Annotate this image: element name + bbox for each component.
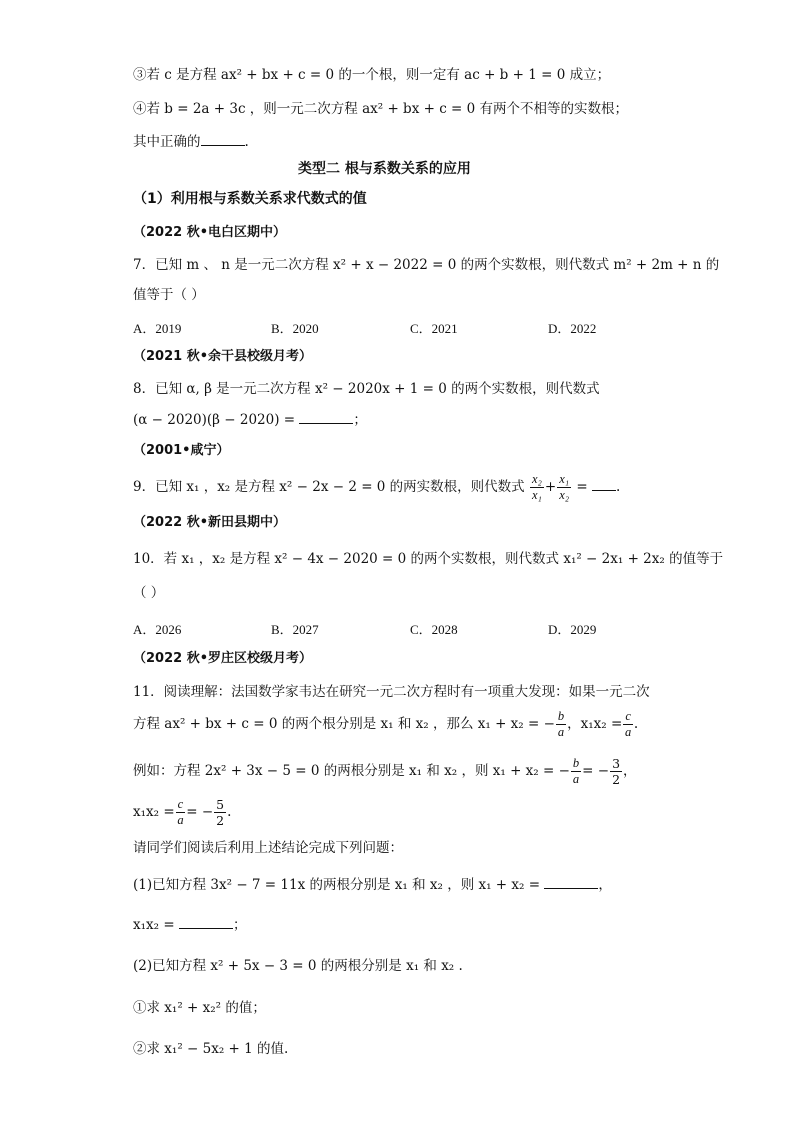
source-q11: （2022 秋•罗庄区校级月考） [133,651,313,666]
q8-expression: (α − 2020)(β − 2020) = [133,412,296,428]
q10-option-a[interactable]: A．2026 [133,622,182,637]
question-10-line1: 10．若 x₁ ，x₂ 是方程 x² − 4x − 2020 = 0 的两个实数根，则代数式 x₁² − 2x₁ + 2x₂ 的值等于 [133,551,724,567]
q7-option-c[interactable]: C．2021 [410,321,458,336]
statement-4: ④若 b = 2a + 3c ，则一元二次方程 ax² + bx + c = 0 有两个不相等的实数根； [133,101,629,117]
q10-option-c[interactable]: C．2028 [410,622,458,637]
answer-blank [201,132,245,146]
conclusion-line [133,132,249,151]
q11-example-text: 例如：方程 2x² + 3x − 5 = 0 的两根分别是 x₁ 和 x₂ ，则 x₁ + x₂ = − [133,763,570,779]
question-11-line2: 方程 ax² + bx + c = 0 的两个根分别是 x₁ 和 x₂ ，那么 x₁ + x₂ = − $\frac{b}{a}$ ，x₁x₂ = $\frac{c}{a}$ . [133,709,639,739]
q11-part1-sum-blank [544,875,598,889]
q9-end: . [616,479,621,495]
q11-fraction-b-over-a: $\frac{b}{a}$ [557,709,565,739]
q7-option-b[interactable]: B．2020 [271,321,319,336]
q9-fraction-1: $\frac{\text{x₂}}{\text{x₁}}$ [531,472,542,502]
source-q7: （2022 秋•电白区期中） [133,225,287,240]
source-q10: （2022 秋•新田县期中） [133,515,287,530]
q7-option-d[interactable]: D．2022 [548,321,597,336]
q9-plus: + [544,479,557,495]
question-7-line1: 7．已知 m 、 n 是一元二次方程 x² + x − 2022 = 0 的两个实数根，则代数式 m² + 2m + n 的 [133,257,720,273]
q8-answer-blank [299,410,353,424]
question-8-line2 [133,410,367,429]
question-10-line2: （ ） [133,585,165,601]
q9-equals: = [576,479,588,495]
source-q9: （2001•咸宁） [133,443,230,458]
question-9 [133,470,620,504]
q9-text: 9．已知 x₁ ，x₂ 是方程 x² − 2x − 2 = 0 的两实数根，则代数式 [133,479,525,495]
q10-option-b[interactable]: B．2027 [271,622,319,637]
question-11-part2-sub1: ①求 x₁² + x₂² 的值； [133,1000,266,1016]
q9-fraction-2: $\frac{\text{x₁}}{\text{x₂}}$ [559,472,570,502]
q10-option-d[interactable]: D．2029 [548,622,597,637]
conclusion-text: 其中正确的 [133,134,201,150]
q9-answer-blank [592,477,616,491]
question-7-line2: 值等于（ ） [133,287,205,303]
section-title: 类型二 根与系数关系的应用 [298,161,471,177]
question-11-instruction: 请同学们阅读后利用上述结论完成下列问题： [133,840,403,856]
q11-part1-product-blank [179,915,233,929]
question-11-line1: 11．阅读理解：法国数学家韦达在研究一元二次方程时有一项重大发现：如果一元二次 [133,684,650,700]
q11-vieta-product: ，x₁x₂ = [567,716,623,732]
subsection-title: （1）利用根与系数关系求代数式的值 [133,191,367,207]
q8-end: ； [353,412,367,428]
q11-vieta-sum: 方程 ax² + bx + c = 0 的两个根分别是 x₁ 和 x₂ ，那么 x₁ + x₂ = − [133,716,555,732]
question-11-part1: (1)已知方程 3x² − 7 = 11x 的两根分别是 x₁ 和 x₂ ，则 x₁ + x₂ = ， [133,877,612,893]
question-11-part2-sub2: ②求 x₁² − 5x₂ + 1 的值. [133,1041,289,1057]
q7-option-a[interactable]: A．2019 [133,321,182,336]
source-q8: （2021 秋•余干县校级月考） [133,349,313,364]
question-11-part2: (2)已知方程 x² + 5x − 3 = 0 的两根分别是 x₁ 和 x₂ . [133,958,463,974]
period: . [244,134,249,150]
question-11-example-product: x₁x₂ = $\frac{c}{a}$ = − $\frac{5}{2}$ . [133,797,232,828]
question-11-example: 例如：方程 2x² + 3x − 5 = 0 的两根分别是 x₁ 和 x₂ ，则 x₁ + x₂ = − $\frac{b}{a}$ = − $\frac{3}{2}$ ， [133,756,637,787]
question-11-part1-product: x₁x₂ = ； [133,917,247,933]
q11-fraction-c-over-a: $\frac{c}{a}$ [624,709,632,739]
question-8-line1: 8．已知 α, β 是一元二次方程 x² − 2020x + 1 = 0 的两个实数根，则代数式 [133,381,600,397]
statement-3: ③若 c 是方程 ax² + bx + c = 0 的一个根，则一定有 ac + b + 1 = 0 成立； [133,67,611,83]
